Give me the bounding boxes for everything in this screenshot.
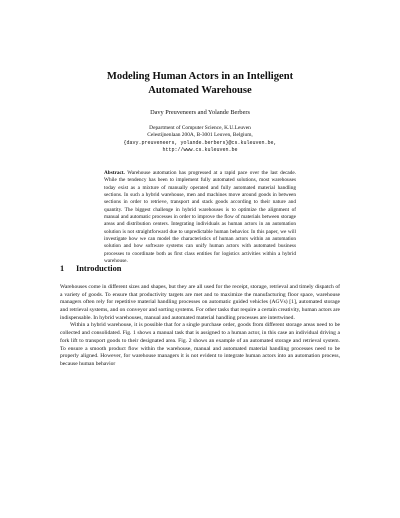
- paper-title: [40, 70, 360, 98]
- affiliation-department: Department of Computer Science, K.U.Leuven: [149, 125, 251, 131]
- affiliation-url: http://www.cs.kuleuven.be: [162, 146, 238, 153]
- title-line-1: Modeling Human Actors in an Intelligent: [106, 71, 294, 82]
- paragraph-2: Within a hybrid warehouse, it is possible that for a single purchase order, goods from different storage areas need to be collected and consolidated. Fig. 1 shows a manual task that is assigned to a human actor, in this case an individual driving a fork lift to transport goods to their designated area. Fig. 2 shows an example of an automated storage and retrieval system. To ensure a smooth product flow within the warehouse, manual and automated material handling processes need to be properly aligned. However, for warehouse managers it is not evident to integrate human actors into an automation process, because human behavior: [60, 322, 340, 367]
- paragraph-1: Warehouses come in different sizes and shapes, but they are all used for the receipt, storage, retrieval and timely dispatch of a variety of goods. To ensure that productivity targets are met and to maximize the manufacturing floor space, warehouse managers often rely for repetitive material handling processes on automatic guided vehicles (AGVs) [1], automated storage and retrieval systems, and on conveyor and sorting systems. For other tasks that require a certain creativity, human actors are indispensable. In hybrid warehouses, manual and automated material handling processes are intertwined.: [60, 284, 340, 321]
- abstract-text: Warehouse automation has progressed at a rapid pace over the last decade. While the tendency has been to implement fully automated solutions, most warehouses today exist as a mixture of manually operated and fully automated material handling sections. In such a hybrid warehouse, men and machines move around goods in between sections in order to retrieve, transport and stack goods according to their nature and quantity. The biggest challenge in hybrid warehouses is to optimize the alignment of manual and automatic processes in order to improve the flow of materials between storage areas and distribution centers. Integrating individuals as human actors in an automation solution is not straightforward due to unpredictable human behavior. In this paper, we will investigate how we can model the characteristics of human actors within an automation solution and how software systems can unify human actors with automated business processes to coordinate both as first class entities for logistics activities within a hybrid warehouse.: [104, 170, 296, 265]
- title-line-2: Automated Warehouse: [148, 85, 252, 96]
- abstract: [104, 170, 296, 265]
- affiliation-emails: {davy.preuveneers, yolande.berbers}@cs.kuleuven.be,: [123, 139, 277, 146]
- body-text: [60, 284, 340, 369]
- affiliation-address: Celestijnenlaan 200A, B-3001 Leuven, Belgium,: [147, 132, 253, 139]
- section-number: 1: [60, 264, 65, 273]
- section-heading: [60, 264, 121, 274]
- affiliation-block: [40, 125, 360, 154]
- abstract-label: Abstract.: [104, 170, 125, 176]
- author-list: Davy Preuveneers and Yolande Berbers: [150, 109, 250, 116]
- section-title: Introduction: [76, 264, 122, 273]
